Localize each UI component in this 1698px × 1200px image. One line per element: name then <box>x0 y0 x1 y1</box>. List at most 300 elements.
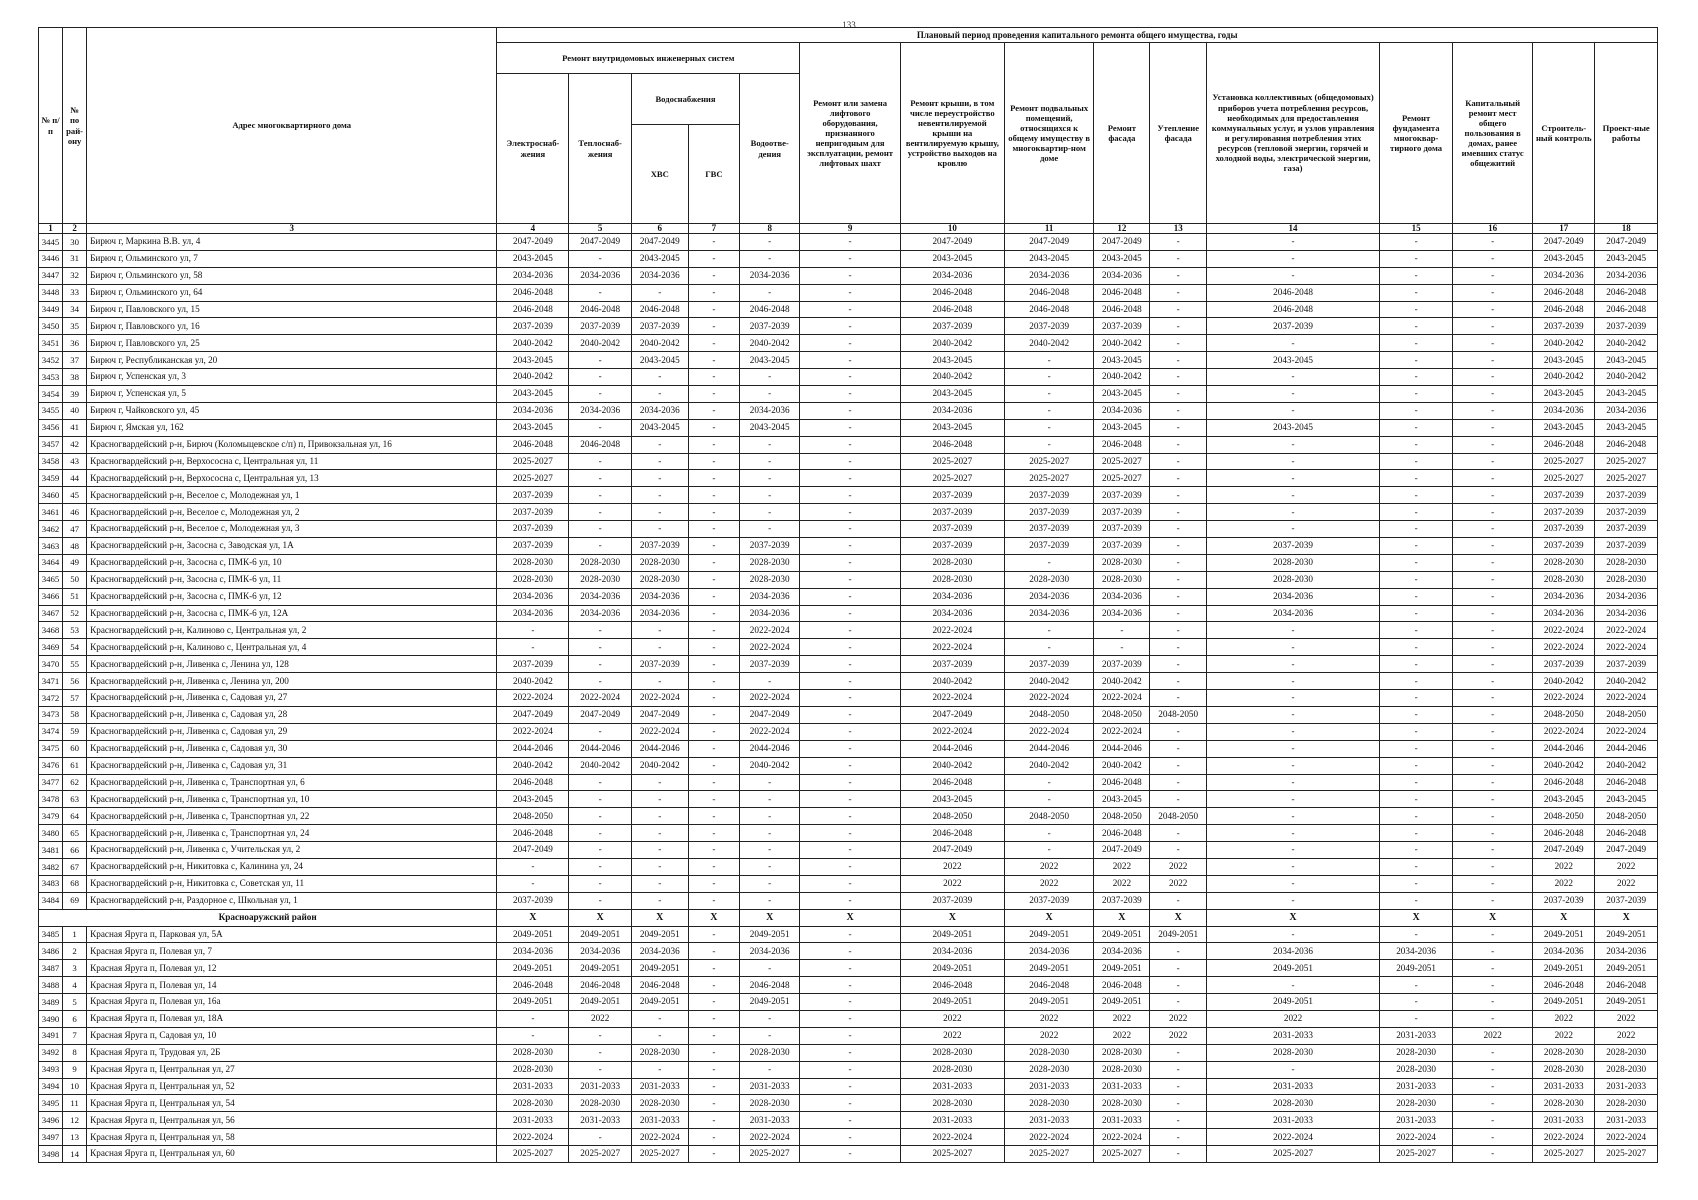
period-cell: - <box>800 723 901 740</box>
period-cell: - <box>1453 994 1533 1011</box>
period-cell: 2037-2039 <box>1595 656 1658 673</box>
table-row <box>39 538 1658 555</box>
section-mark-cell: Х <box>1379 909 1452 926</box>
period-cell: - <box>1379 453 1452 470</box>
period-cell: 2025-2027 <box>1004 1146 1094 1163</box>
period-cell: 2043-2045 <box>1595 419 1658 436</box>
period-cell: - <box>1150 521 1207 538</box>
period-cell: 2034-2036 <box>1533 402 1595 419</box>
period-cell: - <box>1150 267 1207 284</box>
period-cell: - <box>1453 960 1533 977</box>
period-cell: - <box>800 538 901 555</box>
period-cell: - <box>1453 470 1533 487</box>
period-cell: 2043-2045 <box>1533 419 1595 436</box>
period-cell: - <box>1004 774 1094 791</box>
period-cell: - <box>631 774 688 791</box>
period-cell: 2022 <box>1150 858 1207 875</box>
period-cell: - <box>1150 470 1207 487</box>
period-cell: - <box>800 250 901 267</box>
period-cell: 2034-2036 <box>1379 943 1452 960</box>
period-cell: - <box>497 875 569 892</box>
header-facade: Ремонт фасада <box>1094 43 1150 224</box>
period-cell: 2043-2045 <box>1094 386 1150 403</box>
period-cell: 2049-2051 <box>1207 994 1380 1011</box>
period-cell: - <box>800 673 901 690</box>
column-number-cell: 8 <box>740 224 800 234</box>
period-cell: - <box>569 504 631 521</box>
period-cell: - <box>800 402 901 419</box>
period-cell: 2040-2042 <box>497 673 569 690</box>
period-cell: - <box>800 267 901 284</box>
section-mark-cell: Х <box>631 909 688 926</box>
period-cell: 2034-2036 <box>569 402 631 419</box>
column-number-cell: 6 <box>631 224 688 234</box>
period-cell: - <box>1094 639 1150 656</box>
period-cell: 2022-2024 <box>631 723 688 740</box>
period-cell: - <box>740 825 800 842</box>
period-cell: 2022-2024 <box>740 690 800 707</box>
period-cell: 2040-2042 <box>1094 757 1150 774</box>
period-cell: 2040-2042 <box>1094 673 1150 690</box>
address-cell: Красногвардейский р-н, Раздорное с, Школьная ул, 1 <box>87 892 497 909</box>
period-cell: 2049-2051 <box>631 960 688 977</box>
period-cell: 2037-2039 <box>1533 892 1595 909</box>
period-cell: 2049-2051 <box>497 960 569 977</box>
address-cell: Красная Яруга п, Полевая ул, 18А <box>87 1010 497 1027</box>
period-cell: 2034-2036 <box>740 402 800 419</box>
period-cell: 2040-2042 <box>900 335 1004 352</box>
period-cell: - <box>1150 588 1207 605</box>
period-cell: - <box>688 1010 739 1027</box>
period-cell: 2043-2045 <box>1533 791 1595 808</box>
number-cell: 3472 <box>39 690 63 707</box>
period-cell: 2046-2048 <box>1094 825 1150 842</box>
number-cell: 48 <box>63 538 87 555</box>
period-cell: 2034-2036 <box>900 943 1004 960</box>
period-cell: 2040-2042 <box>1004 757 1094 774</box>
period-cell: - <box>800 521 901 538</box>
address-cell: Красногвардейский р-н, Ливенка с, Учительская ул, 2 <box>87 842 497 859</box>
period-cell: 2034-2036 <box>1533 267 1595 284</box>
period-cell: 2028-2030 <box>740 1095 800 1112</box>
number-cell: 3475 <box>39 740 63 757</box>
period-cell: 2034-2036 <box>497 588 569 605</box>
period-cell: 2022 <box>1004 1027 1094 1044</box>
period-cell: - <box>800 1044 901 1061</box>
address-cell: Красногвардейский р-н, Калиново с, Центральная ул, 2 <box>87 622 497 639</box>
period-cell: 2037-2039 <box>1094 656 1150 673</box>
period-cell: - <box>800 892 901 909</box>
period-cell: 2043-2045 <box>1595 250 1658 267</box>
section-mark-cell: Х <box>1150 909 1207 926</box>
period-cell: - <box>1453 1129 1533 1146</box>
period-cell: - <box>1453 605 1533 622</box>
period-cell: - <box>1453 943 1533 960</box>
table-row <box>39 656 1658 673</box>
period-cell: 2049-2051 <box>1533 994 1595 1011</box>
period-cell: 2049-2051 <box>1094 926 1150 943</box>
period-cell: 2034-2036 <box>900 402 1004 419</box>
period-cell: - <box>569 656 631 673</box>
period-cell: 2046-2048 <box>1094 284 1150 301</box>
period-cell: 2046-2048 <box>1094 774 1150 791</box>
number-cell: 36 <box>63 335 87 352</box>
period-cell: - <box>688 892 739 909</box>
period-cell: 2034-2036 <box>1094 402 1150 419</box>
period-cell: 2049-2051 <box>1094 960 1150 977</box>
period-cell: - <box>800 808 901 825</box>
header-foundation: Ремонт фундамента многоквар-тирного дома <box>1379 43 1452 224</box>
period-cell: 2022-2024 <box>1533 1129 1595 1146</box>
period-cell: 2037-2039 <box>1004 538 1094 555</box>
period-cell: 2043-2045 <box>497 419 569 436</box>
table-row <box>39 1061 1658 1078</box>
period-cell: 2031-2033 <box>631 1078 688 1095</box>
number-cell: 3494 <box>39 1078 63 1095</box>
address-cell: Красногвардейский р-н, Засосна с, ПМК-6 ул, 10 <box>87 554 497 571</box>
period-cell: 2040-2042 <box>900 757 1004 774</box>
period-cell: - <box>1207 521 1380 538</box>
period-cell: 2022-2024 <box>1094 723 1150 740</box>
period-cell: 2037-2039 <box>1533 656 1595 673</box>
period-cell: 2037-2039 <box>900 521 1004 538</box>
period-cell: - <box>800 690 901 707</box>
period-cell: - <box>631 673 688 690</box>
period-cell: 2044-2046 <box>1094 740 1150 757</box>
table-row <box>39 1044 1658 1061</box>
period-cell: - <box>1150 740 1207 757</box>
period-cell: - <box>688 1061 739 1078</box>
period-cell: 2031-2033 <box>1595 1112 1658 1129</box>
number-cell: 3495 <box>39 1095 63 1112</box>
period-cell: 2022-2024 <box>1004 690 1094 707</box>
period-cell: - <box>1150 994 1207 1011</box>
period-cell: - <box>1207 504 1380 521</box>
period-cell: 2043-2045 <box>1595 352 1658 369</box>
period-cell: - <box>1207 234 1380 251</box>
period-cell: - <box>1004 622 1094 639</box>
address-cell: Красногвардейский р-н, Верхососна с, Центральная ул, 11 <box>87 453 497 470</box>
period-cell: - <box>1379 825 1452 842</box>
period-cell: - <box>688 706 739 723</box>
period-cell: 2040-2042 <box>631 757 688 774</box>
period-cell: - <box>688 470 739 487</box>
period-cell: - <box>688 858 739 875</box>
period-cell: - <box>1150 774 1207 791</box>
period-cell: 2043-2045 <box>1094 419 1150 436</box>
period-cell: - <box>1379 554 1452 571</box>
period-cell: 2034-2036 <box>631 402 688 419</box>
period-cell: - <box>800 639 901 656</box>
period-cell: 2047-2049 <box>569 706 631 723</box>
address-cell: Красногвардейский р-н, Ливенка с, Транспортная ул, 10 <box>87 791 497 808</box>
period-cell: 2037-2039 <box>1595 504 1658 521</box>
period-cell: - <box>569 369 631 386</box>
period-cell: 2034-2036 <box>900 267 1004 284</box>
table-row <box>39 690 1658 707</box>
period-cell: 2048-2050 <box>497 808 569 825</box>
period-cell: - <box>1207 825 1380 842</box>
period-cell: 2022 <box>1150 875 1207 892</box>
address-cell: Красная Яруга п, Центральная ул, 27 <box>87 1061 497 1078</box>
header-design-works: Проект-ные работы <box>1595 43 1658 224</box>
period-cell: 2046-2048 <box>1595 825 1658 842</box>
period-cell: - <box>800 504 901 521</box>
number-cell: 68 <box>63 875 87 892</box>
period-cell: 2022-2024 <box>1094 690 1150 707</box>
address-cell: Красногвардейский р-н, Ливенка с, Садовая ул, 30 <box>87 740 497 757</box>
period-cell: - <box>688 639 739 656</box>
period-cell: 2044-2046 <box>497 740 569 757</box>
period-cell: 2022 <box>1533 858 1595 875</box>
period-cell: 2028-2030 <box>1533 1044 1595 1061</box>
period-cell: - <box>1453 842 1533 859</box>
period-cell: - <box>740 487 800 504</box>
period-cell: 2037-2039 <box>1004 504 1094 521</box>
period-cell: - <box>800 470 901 487</box>
period-cell: - <box>1453 487 1533 504</box>
period-cell: 2022-2024 <box>740 1129 800 1146</box>
period-cell: - <box>1207 842 1380 859</box>
period-cell: 2044-2046 <box>1533 740 1595 757</box>
period-cell: 2046-2048 <box>1207 284 1380 301</box>
period-cell: 2028-2030 <box>497 571 569 588</box>
address-cell: Красная Яруга п, Центральная ул, 52 <box>87 1078 497 1095</box>
table-row <box>39 318 1658 335</box>
period-cell: 2028-2030 <box>1379 1044 1452 1061</box>
address-cell: Бирюч г, Павловского ул, 15 <box>87 301 497 318</box>
period-cell: - <box>688 977 739 994</box>
address-cell: Бирюч г, Успенская ул, 5 <box>87 386 497 403</box>
period-cell: - <box>569 858 631 875</box>
period-cell: - <box>688 335 739 352</box>
period-cell: 2028-2030 <box>1379 1095 1452 1112</box>
period-cell: - <box>569 639 631 656</box>
number-cell: 3486 <box>39 943 63 960</box>
period-cell: 2022 <box>1150 1010 1207 1027</box>
period-cell: 2037-2039 <box>1595 892 1658 909</box>
period-cell: - <box>569 284 631 301</box>
period-cell: - <box>631 892 688 909</box>
section-mark-cell: Х <box>1207 909 1380 926</box>
period-cell: - <box>688 1027 739 1044</box>
period-cell: 2028-2030 <box>1004 1061 1094 1078</box>
period-cell: - <box>1453 926 1533 943</box>
address-cell: Красногвардейский р-н, Веселое с, Молодежная ул, 3 <box>87 521 497 538</box>
period-cell: 2043-2045 <box>631 352 688 369</box>
period-cell: 2034-2036 <box>900 588 1004 605</box>
period-cell: - <box>740 808 800 825</box>
period-cell: - <box>1453 453 1533 470</box>
number-cell: 6 <box>63 1010 87 1027</box>
period-cell: - <box>688 487 739 504</box>
number-cell: 3446 <box>39 250 63 267</box>
period-cell: 2046-2048 <box>900 301 1004 318</box>
period-cell: 2031-2033 <box>1004 1112 1094 1129</box>
period-cell: 2046-2048 <box>900 774 1004 791</box>
period-cell: 2043-2045 <box>740 352 800 369</box>
period-cell: - <box>688 690 739 707</box>
period-cell: - <box>740 234 800 251</box>
period-cell: 2028-2030 <box>1207 571 1380 588</box>
period-cell: - <box>1379 926 1452 943</box>
period-cell: 2031-2033 <box>1595 1078 1658 1095</box>
period-cell: - <box>569 352 631 369</box>
period-cell: - <box>1453 1061 1533 1078</box>
header-district-number: № по рай-ону <box>63 28 87 224</box>
period-cell: - <box>1150 639 1207 656</box>
period-cell: - <box>1453 369 1533 386</box>
period-cell: 2025-2027 <box>900 470 1004 487</box>
period-cell: 2037-2039 <box>1094 538 1150 555</box>
period-cell: 2046-2048 <box>1595 977 1658 994</box>
number-cell: 4 <box>63 977 87 994</box>
period-cell: - <box>800 994 901 1011</box>
period-cell: 2028-2030 <box>900 554 1004 571</box>
number-cell: 3461 <box>39 504 63 521</box>
period-cell: 2037-2039 <box>740 318 800 335</box>
column-number-cell: 12 <box>1094 224 1150 234</box>
period-cell: - <box>1379 369 1452 386</box>
page-number: 133 <box>842 20 856 30</box>
address-cell: Красногвардейский р-н, Калиново с, Центральная ул, 4 <box>87 639 497 656</box>
number-cell: 3467 <box>39 605 63 622</box>
period-cell: 2047-2049 <box>631 706 688 723</box>
number-cell: 3498 <box>39 1146 63 1163</box>
period-cell: 2046-2048 <box>569 301 631 318</box>
period-cell: - <box>1207 774 1380 791</box>
period-cell: 2040-2042 <box>1533 673 1595 690</box>
period-cell: 2034-2036 <box>740 943 800 960</box>
period-cell: 2040-2042 <box>1595 369 1658 386</box>
period-cell: 2047-2049 <box>740 706 800 723</box>
number-cell: 34 <box>63 301 87 318</box>
address-cell: Бирюч г, Республиканская ул, 20 <box>87 352 497 369</box>
period-cell: - <box>1150 842 1207 859</box>
column-number-cell: 15 <box>1379 224 1452 234</box>
period-cell: 2049-2051 <box>1379 960 1452 977</box>
period-cell: - <box>631 453 688 470</box>
header-basement: Ремонт подвальных помещений, относящихся к общему имуществу в многоквартир-ном доме <box>1004 43 1094 224</box>
period-cell: 2028-2030 <box>900 1061 1004 1078</box>
number-cell: 12 <box>63 1112 87 1129</box>
address-cell: Красногвардейский р-н, Засосна с, ПМК-6 ул, 12 <box>87 588 497 605</box>
period-cell: 2034-2036 <box>1533 943 1595 960</box>
period-cell: 2022-2024 <box>1595 639 1658 656</box>
period-cell: - <box>1379 774 1452 791</box>
column-number-cell: 18 <box>1595 224 1658 234</box>
period-cell: - <box>1004 369 1094 386</box>
period-cell: - <box>688 588 739 605</box>
period-cell: 2022 <box>1004 875 1094 892</box>
period-cell: 2040-2042 <box>1094 335 1150 352</box>
period-cell: - <box>1207 250 1380 267</box>
number-cell: 3462 <box>39 521 63 538</box>
period-cell: - <box>1453 825 1533 842</box>
period-cell: - <box>631 639 688 656</box>
table-row <box>39 487 1658 504</box>
period-cell: 2025-2027 <box>497 1146 569 1163</box>
period-cell: 2049-2051 <box>1150 926 1207 943</box>
period-cell: - <box>631 825 688 842</box>
period-cell: 2043-2045 <box>1533 250 1595 267</box>
period-cell: 2025-2027 <box>1004 453 1094 470</box>
period-cell: - <box>1004 554 1094 571</box>
header-drainage: Водоотве-дения <box>740 74 800 224</box>
period-cell: 2046-2048 <box>1094 977 1150 994</box>
period-cell: - <box>800 774 901 791</box>
period-cell: - <box>1453 436 1533 453</box>
period-cell: - <box>1453 504 1533 521</box>
period-cell: - <box>1150 284 1207 301</box>
header-facade-insulation: Утепление фасада <box>1150 43 1207 224</box>
period-cell: 2049-2051 <box>1004 994 1094 1011</box>
period-cell: 2034-2036 <box>1207 605 1380 622</box>
period-cell: - <box>569 774 631 791</box>
number-cell: 3488 <box>39 977 63 994</box>
number-cell: 39 <box>63 386 87 403</box>
period-cell: 2047-2049 <box>1533 234 1595 251</box>
period-cell: 2022-2024 <box>1207 1129 1380 1146</box>
period-cell: 2046-2048 <box>631 977 688 994</box>
period-cell: - <box>688 267 739 284</box>
period-cell: - <box>800 453 901 470</box>
period-cell: - <box>631 622 688 639</box>
number-cell: 3485 <box>39 926 63 943</box>
period-cell: - <box>1453 1078 1533 1095</box>
period-cell: - <box>688 926 739 943</box>
period-cell: - <box>1150 791 1207 808</box>
period-cell: - <box>800 352 901 369</box>
period-cell: - <box>688 1146 739 1163</box>
period-cell: 2049-2051 <box>1094 994 1150 1011</box>
number-cell: 35 <box>63 318 87 335</box>
period-cell: 2022-2024 <box>740 723 800 740</box>
period-cell: 2037-2039 <box>1207 538 1380 555</box>
period-cell: 2043-2045 <box>631 250 688 267</box>
period-cell: - <box>800 1146 901 1163</box>
number-cell: 3450 <box>39 318 63 335</box>
period-cell: 2040-2042 <box>569 335 631 352</box>
period-cell: - <box>688 402 739 419</box>
period-cell: - <box>688 842 739 859</box>
period-cell: 2048-2050 <box>1595 706 1658 723</box>
period-cell: 2037-2039 <box>497 892 569 909</box>
table-row <box>39 842 1658 859</box>
period-cell: 2044-2046 <box>740 740 800 757</box>
period-cell: 2047-2049 <box>1533 842 1595 859</box>
period-cell: 2037-2039 <box>1595 521 1658 538</box>
period-cell: 2037-2039 <box>900 892 1004 909</box>
header-address: Адрес многоквартирного дома <box>87 28 497 224</box>
period-cell: 2040-2042 <box>1004 673 1094 690</box>
address-cell: Красная Яруга п, Центральная ул, 54 <box>87 1095 497 1112</box>
header-row-number: № п/п <box>39 28 63 224</box>
period-cell: 2048-2050 <box>1094 706 1150 723</box>
column-number-cell: 14 <box>1207 224 1380 234</box>
period-cell: 2022 <box>1595 1027 1658 1044</box>
number-cell: 3454 <box>39 386 63 403</box>
address-cell: Красногвардейский р-н, Засосна с, ПМК-6 ул, 11 <box>87 571 497 588</box>
header-engineering-systems: Ремонт внутридомовых инженерных систем <box>497 43 800 74</box>
period-cell: - <box>1379 386 1452 403</box>
section-mark-cell: Х <box>1453 909 1533 926</box>
period-cell: - <box>800 571 901 588</box>
header-period-title: Плановый период проведения капитального ремонта общего имущества, годы <box>497 28 1658 43</box>
period-cell: - <box>688 453 739 470</box>
period-cell: - <box>1379 706 1452 723</box>
period-cell: - <box>688 1078 739 1095</box>
